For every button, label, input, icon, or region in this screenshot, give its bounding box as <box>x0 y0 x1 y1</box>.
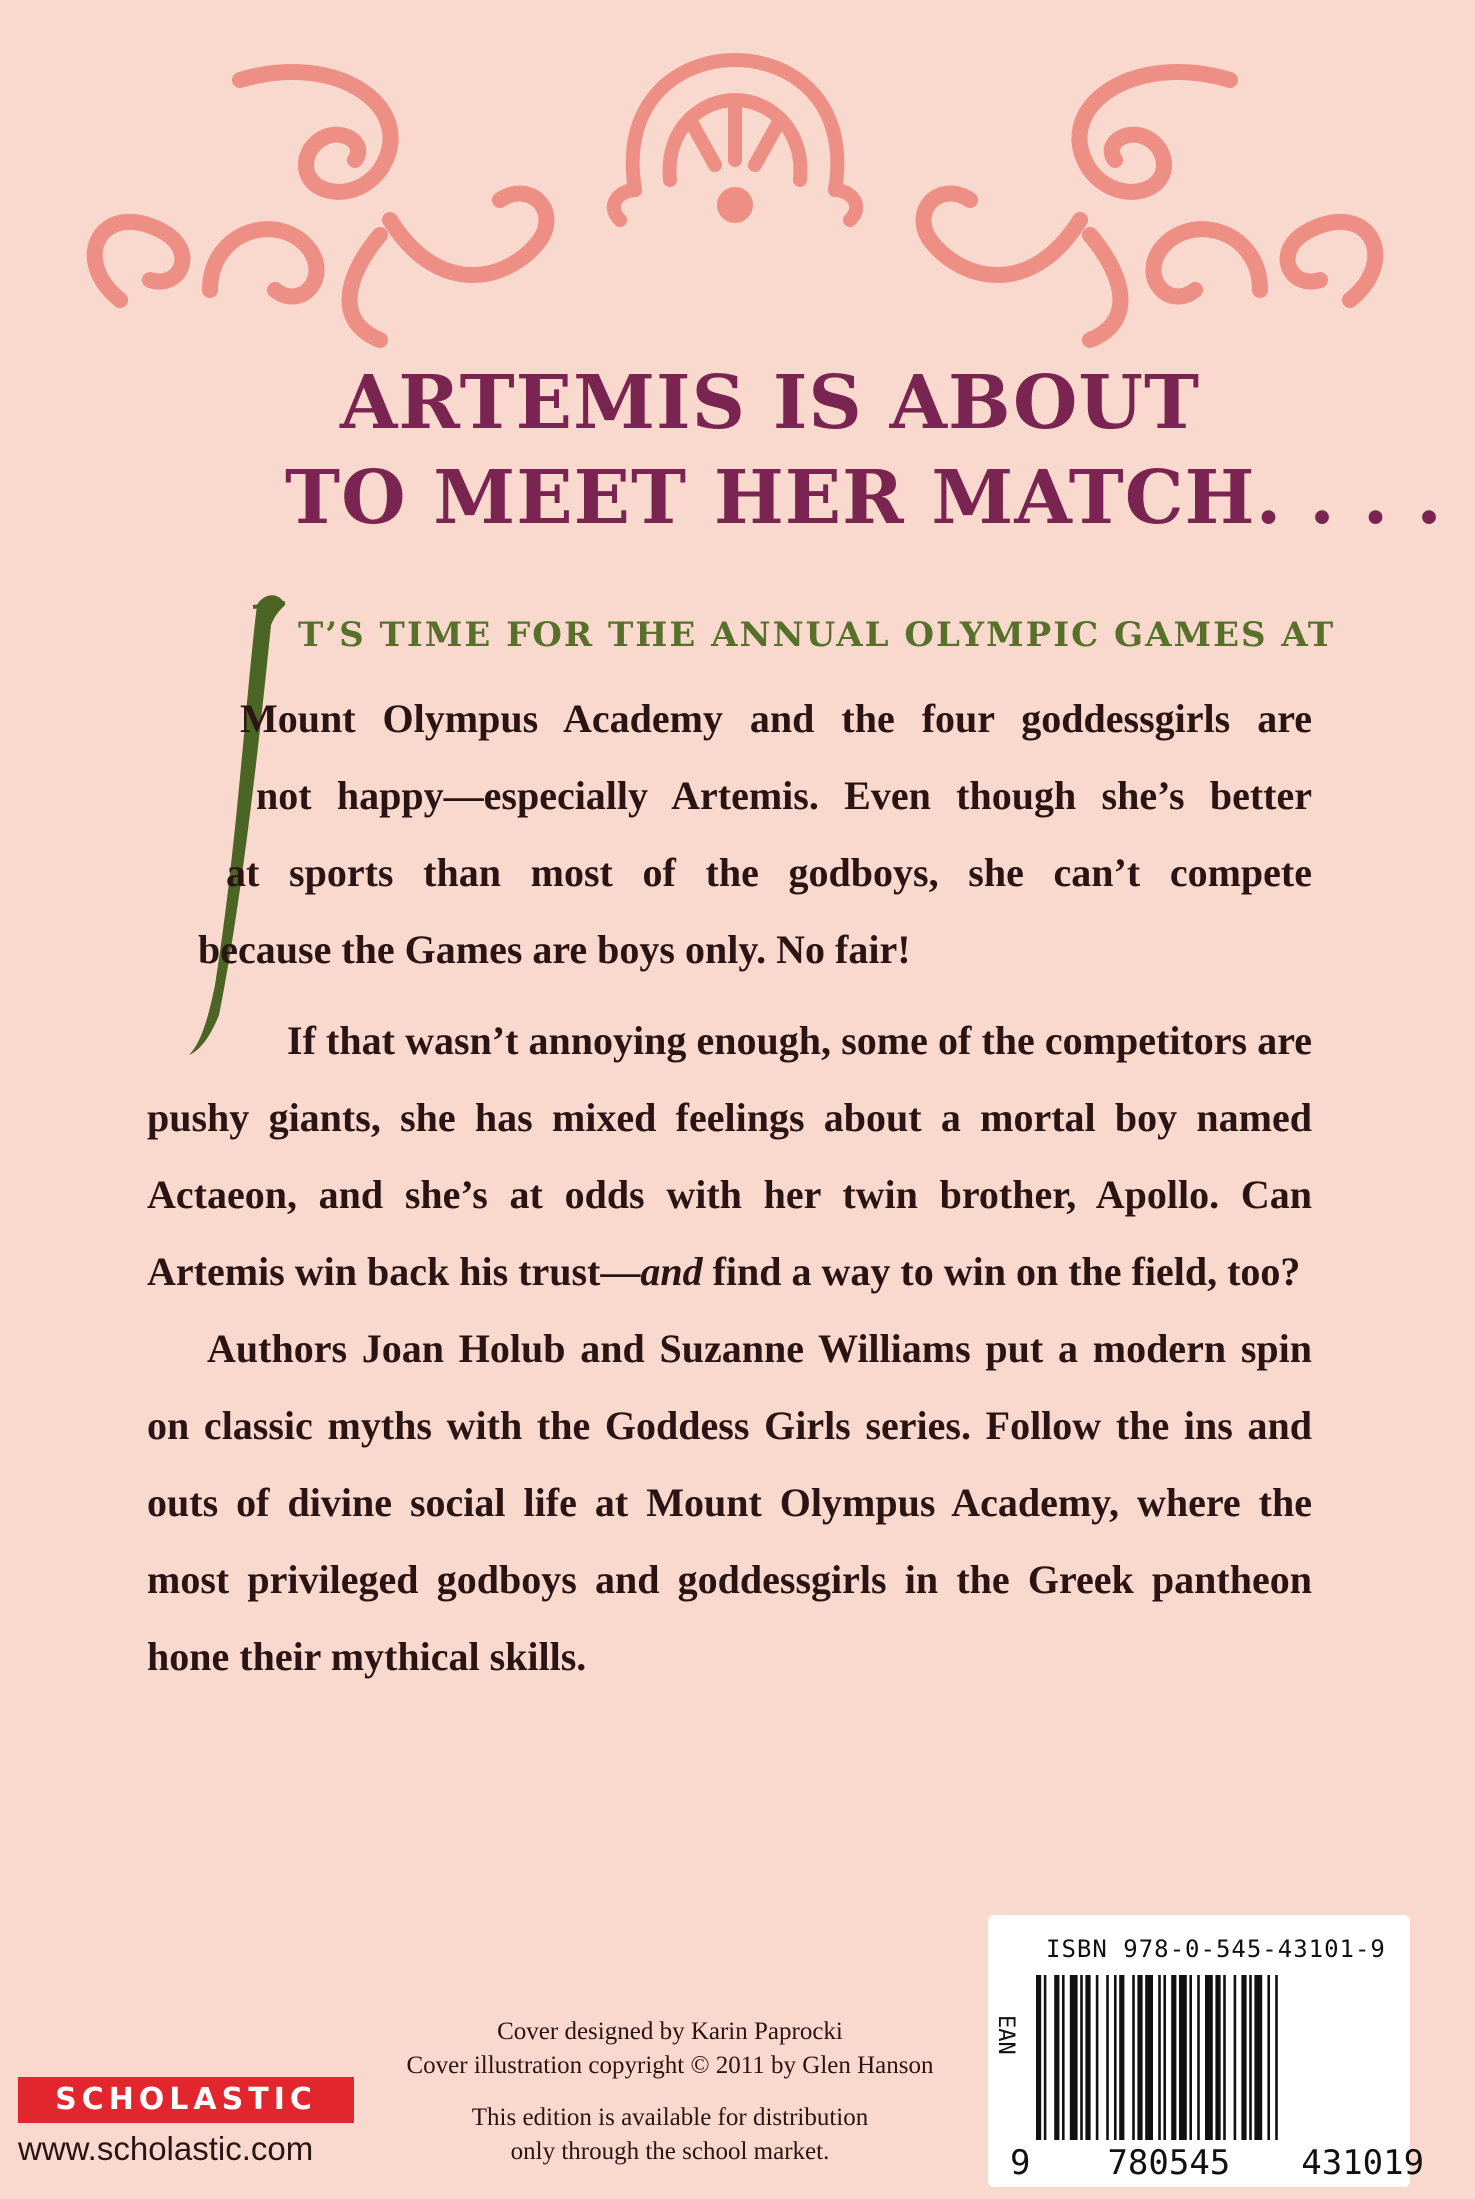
barcode-bar <box>1189 1975 1192 2140</box>
barcode-bar <box>1070 1975 1078 2140</box>
barcode-bar <box>1158 1975 1161 2140</box>
credit-designer: Cover designed by Karin Paprocki <box>497 2018 843 2045</box>
blurb-paragraph-2 <box>147 1002 1312 1310</box>
barcode-bar <box>1267 1975 1270 2140</box>
isbn-text: ISBN 978-0-545-43101-9 <box>1046 1935 1386 1963</box>
barcode-bar <box>1223 1975 1226 2140</box>
blurb-paragraph-3 <box>147 1310 1312 1695</box>
barcode-bar <box>1080 1975 1083 2140</box>
publisher-url: www.scholastic.com <box>18 2130 314 2167</box>
headline-line-2: TO MEET HER MATCH. . . . <box>285 455 1443 541</box>
barcode-bar <box>1137 1975 1142 2140</box>
barcode-bar <box>1163 1975 1166 2140</box>
barcode-bar <box>1062 1975 1065 2140</box>
blurb-line: at sports than most of the godboys, she can’t compete <box>226 850 1312 895</box>
barcode-bar <box>1132 1975 1135 2140</box>
blurb-line: not happy—especially Artemis. Even though she’s better <box>256 773 1312 818</box>
barcode-bar <box>1106 1975 1109 2140</box>
barcode-bar <box>1254 1975 1262 2140</box>
ean-label: EAN <box>993 2015 1018 2055</box>
cover-credits <box>370 2015 970 2169</box>
barcode-panel <box>988 1915 1425 2187</box>
barcode-bar <box>1205 1975 1213 2140</box>
barcode-bar <box>1145 1975 1153 2140</box>
blurb-line: Mount Olympus Academy and the four goddessgirls are <box>240 696 1312 741</box>
distribution-note: only through the school market. <box>510 2138 830 2165</box>
barcode-bar <box>1275 1975 1278 2140</box>
scroll-ornament <box>60 40 1410 370</box>
barcode-bar <box>1249 1975 1252 2140</box>
distribution-note: This edition is available for distribution <box>471 2104 869 2131</box>
barcode-bar <box>1096 1975 1099 2140</box>
barcode-bar <box>1197 1975 1200 2140</box>
credit-illustration: Cover illustration copyright © 2011 by Glen Hanson <box>406 2052 934 2079</box>
barcode-digits <box>1010 2143 1424 2183</box>
blurb-text: If that wasn’t annoying enough, some of the competitors are pushy giants, she has mixed feelings about a mortal boy named Actaeon, and she’s at odds with her twin brother, Apollo. Can Artemis win back his trust— <box>147 1018 1312 1294</box>
barcode-first-digit: 9 <box>1010 2143 1031 2183</box>
barcode-bar <box>1241 1975 1246 2140</box>
blurb-text: Authors Joan Holub and Suzanne Williams put a modern spin on classic myths with the Goddess Girls series. Follow the ins and outs of divine social life at Mount Olympus Academy, where the most privileged godboys and goddessgirls in the Greek pantheon hone their mythical skills. <box>147 1326 1312 1679</box>
barcode-bar <box>1179 1975 1187 2140</box>
scholastic-logo: SCHOLASTIC <box>18 2077 354 2123</box>
barcode-left-digits: 780545 <box>1107 2143 1231 2183</box>
barcode-bars <box>1036 1975 1396 2140</box>
blurb-paragraph-1 <box>198 680 1312 988</box>
barcode-bar <box>1215 1975 1220 2140</box>
blurb-emphasis: and <box>640 1249 703 1294</box>
barcode-bar <box>1054 1975 1059 2140</box>
blurb-line: because the Games are boys only. No fair! <box>198 927 911 972</box>
barcode-bar <box>1234 1975 1237 2140</box>
barcode-right-digits: 431019 <box>1301 2143 1425 2183</box>
lead-in-caps: T’S TIME FOR THE ANNUAL OLYMPIC GAMES AT <box>298 615 1336 655</box>
barcode-bar <box>1171 1975 1176 2140</box>
barcode-bar <box>1044 1975 1047 2140</box>
barcode-bar <box>1036 1975 1041 2140</box>
headline-line-1: ARTEMIS IS ABOUT <box>340 360 1201 446</box>
blurb-text: find a way to win on the field, too? <box>702 1249 1301 1294</box>
barcode-bar <box>1119 1975 1124 2140</box>
barcode-bar <box>1085 1975 1090 2140</box>
barcode-bar <box>1114 1975 1117 2140</box>
